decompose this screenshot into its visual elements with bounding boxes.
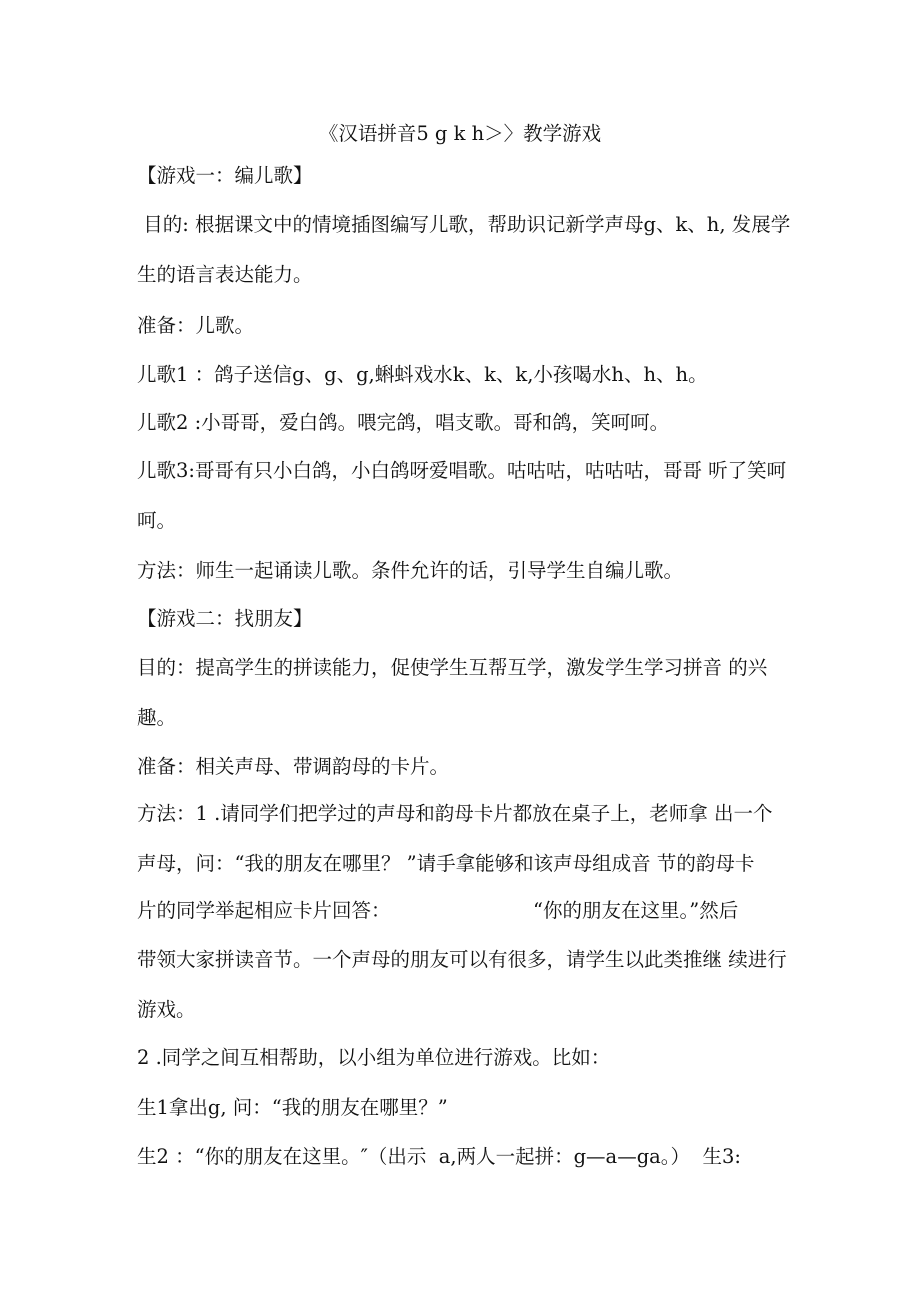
- game1-song2: 儿歌2 :小哥哥，爱白鸽。喂完鸽，唱支歌。哥和鸽，笑呵呵。: [137, 411, 670, 434]
- game2-method-line4: 带领大家拼读音节。一个声母的朋友可以有很多，请学生以此类推继 续进行: [137, 948, 787, 971]
- game2-heading: 【游戏二：找朋友】: [137, 607, 313, 630]
- game1-song1: 儿歌1 ：鸽子送信g、g、g,蝌蚪戏水k、k、k,小孩喝水h、h、h。: [137, 363, 708, 386]
- game1-song3-line2: 呵。: [137, 509, 177, 532]
- game2-method-line2: 声母，问：“我的朋友在哪里？ ”请手拿能够和该声母组成音 节的韵母卡: [137, 852, 755, 875]
- game1-purpose-line1: 目的: 根据课文中的情境插图编写儿歌，帮助识记新学声母g、k、h, 发展学: [137, 213, 791, 236]
- game1-method: 方法：师生一起诵读儿歌。条件允许的话，引导学生自编儿歌。: [137, 559, 684, 582]
- game2-step2: 2 .同学之间互相帮助，以小组为单位进行游戏。比如：: [137, 1046, 611, 1069]
- game1-prep: 准备：儿歌。: [137, 314, 255, 337]
- game2-student1: 生1拿出g, 问：“我的朋友在哪里？”: [137, 1096, 448, 1119]
- game2-method-line5: 游戏。: [137, 998, 196, 1021]
- game2-method-line3a: 片的同学举起相应卡片回答：: [137, 899, 391, 922]
- game1-heading: 【游戏一：编儿歌】: [137, 164, 313, 187]
- game2-method-line1: 方法：1 .请同学们把学过的声母和韵母卡片都放在桌子上，老师拿 出一个: [137, 802, 773, 825]
- page-title: 《汉语拼音5 g k h＞〉教学游戏: [318, 122, 602, 145]
- game1-purpose-line2: 生的语言表达能力。: [137, 263, 313, 286]
- game2-purpose-line2: 趣。: [137, 706, 177, 729]
- game2-purpose-line1: 目的：提高学生的拼读能力，促使学生互帮互学，激发学生学习拼音 的兴: [137, 656, 768, 679]
- game1-song3-line1: 儿歌3:哥哥有只小白鸽，小白鸽呀爱唱歌。咕咕咕，咕咕咕，哥哥 听了笑呵: [137, 459, 787, 482]
- game2-method-line3b: “你的朋友在这里。”然后: [533, 899, 739, 922]
- game2-prep: 准备：相关声母、带调韵母的卡片。: [137, 755, 450, 778]
- game2-student2: 生2 ：“你的朋友在这里。″（出示 a,两人一起拼：g—a—ga。） 生3:: [137, 1145, 741, 1168]
